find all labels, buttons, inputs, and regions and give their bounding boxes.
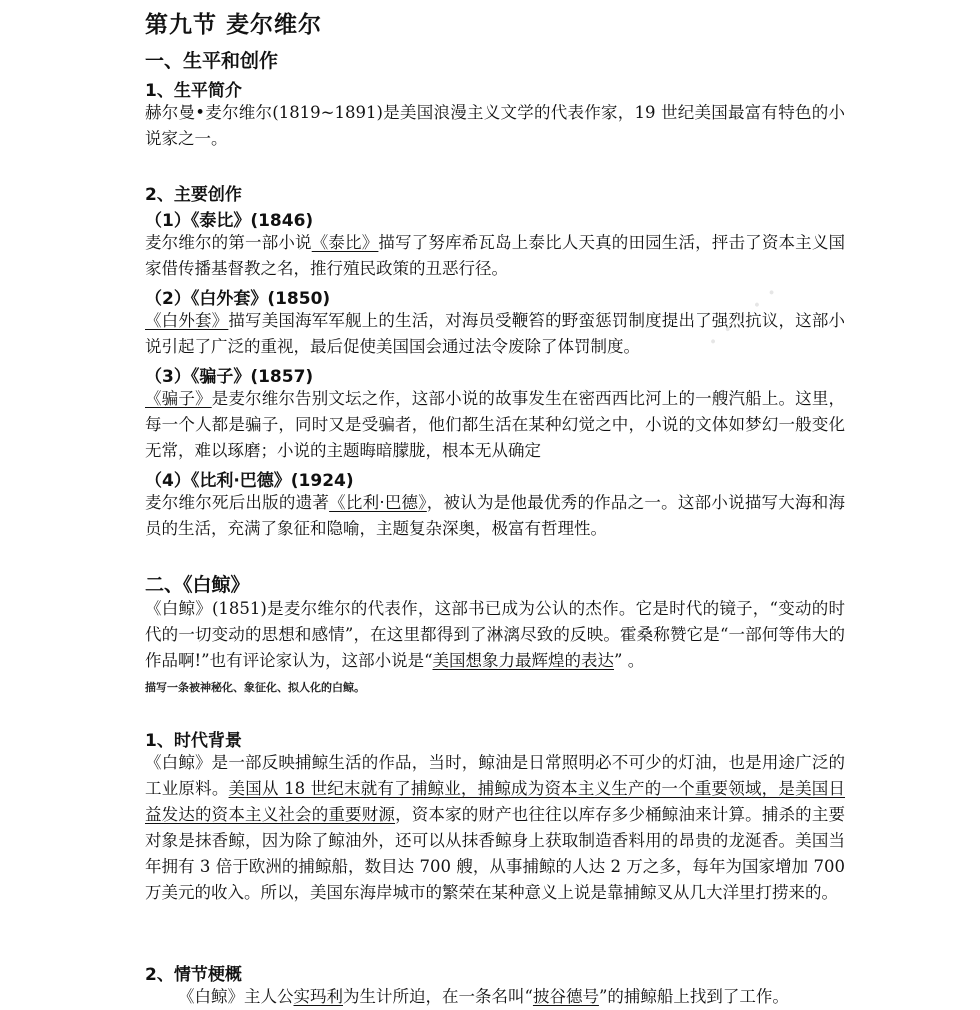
underlined-title: 《白外套》 (145, 311, 229, 330)
underlined-passage: 美国从 18 世纪末就有了捕鲸业，捕鲸成为资本主义生产的一个重要领域，是美国日益发达的资本主义社会的重要财源 (145, 779, 845, 824)
subheading-background: 1、时代背景 (145, 731, 242, 751)
work-paragraph-billy-budd: 麦尔维尔死后出版的遗著《比利·巴德》，被认为是他最优秀的作品之一。这部小说描写大海和海员的生活，充满了象征和隐喻，主题复杂深奥，极富有哲理性。 (145, 493, 846, 538)
underlined-title: 《泰比》 (311, 233, 379, 252)
work-label-white-jacket: （2）《白外套》(1850) (145, 289, 331, 309)
work-paragraph-typee: 麦尔维尔的第一部小说《泰比》描写了努库希瓦岛上泰比人天真的田园生活，抨击了资本主义国家借传播基督教之名，推行殖民政策的丑恶行径。 (145, 233, 846, 278)
underlined-ship-name: 披谷德号 (532, 987, 599, 1006)
page-title: 第九节 麦尔维尔 (145, 12, 323, 38)
underlined-title: 《比利·巴德》 (329, 493, 427, 512)
work-label-billy-budd: （4）《比利·巴德》(1924) (145, 471, 354, 491)
moby-dick-paragraph: 《白鲸》(1851)是麦尔维尔的代表作，这部书已成为公认的杰作。它是时代的镜子，“变动的时代的一切变动的思想和感情”，在这里都得到了淋漓尽致的反映。霍桑称赞它是“一部何等伟大的作品啊!”也有评论家认为，这部小说是“美国想象力最辉煌的表达” 。 (145, 599, 845, 670)
plot-paragraph: 《白鲸》主人公实玛利为生计所迫，在一条名叫“披谷德号”的捕鲸船上找到了工作。 (178, 987, 789, 1006)
work-label-confidence-man: （3）《骗子》(1857) (145, 367, 314, 387)
bio-paragraph: 赫尔曼•麦尔维尔(1819~1891)是美国浪漫主义文学的代表作家，19 世纪美国最富有特色的小说家之一。 (145, 103, 845, 148)
subheading-works: 2、主要创作 (145, 185, 242, 205)
watermark: · · · · · (698, 276, 788, 359)
moby-dick-note: 描写一条被神秘化、象征化、拟人化的白鲸。 (145, 681, 365, 694)
section-heading-moby-dick: 二、《白鲸》 (145, 574, 250, 596)
underlined-quote: 美国想象力最辉煌的表达 (432, 651, 615, 670)
work-label-typee: （1）《泰比》(1846) (145, 211, 314, 231)
subheading-bio: 1、生平简介 (145, 81, 242, 101)
work-paragraph-white-jacket: 《白外套》描写美国海军军舰上的生活，对海员受鞭笞的野蛮惩罚制度提出了强烈抗议，这部小说引起了广泛的重视，最后促使美国国会通过法令废除了体罚制度。 (145, 311, 846, 356)
subheading-plot: 2、情节梗概 (145, 965, 242, 985)
underlined-title: 《骗子》 (145, 389, 212, 408)
background-paragraph: 《白鲸》是一部反映捕鲸生活的作品，当时，鲸油是日常照明必不可少的灯油，也是用途广泛的工业原料。美国从 18 世纪末就有了捕鲸业，捕鲸成为资本主义生产的一个重要领域，是美国日益发达的资本主义社会的重要财源，资本家的财产也往往以库存多少桶鲸油来计算。捕杀的主要对象是抹香鲸，因为除了鲸油外，还可以从抹香鲸身上获取制造香料用的昂贵的龙涎香。美国当年拥有 3 倍于欧洲的捕鲸船，数目达 700 艘，从事捕鲸的人达 2 万之多，每年为国家增加 700 万美元的收入。所以，美国东海岸城市的繁荣在某种意义上说是靠捕鲸叉从几大洋里打捞来的。 (145, 753, 846, 902)
section-heading-life-works: 一、生平和创作 (145, 50, 279, 72)
underlined-name: 实玛利 (293, 987, 343, 1006)
work-paragraph-confidence-man: 《骗子》是麦尔维尔告别文坛之作，这部小说的故事发生在密西西比河上的一艘汽船上。这里，每一个人都是骗子，同时又是受骗者，他们都生活在某种幻觉之中，小说的文体如梦幻一般变化无常，难以琢磨；小说的主题晦暗朦胧，根本无从确定 (145, 389, 846, 460)
